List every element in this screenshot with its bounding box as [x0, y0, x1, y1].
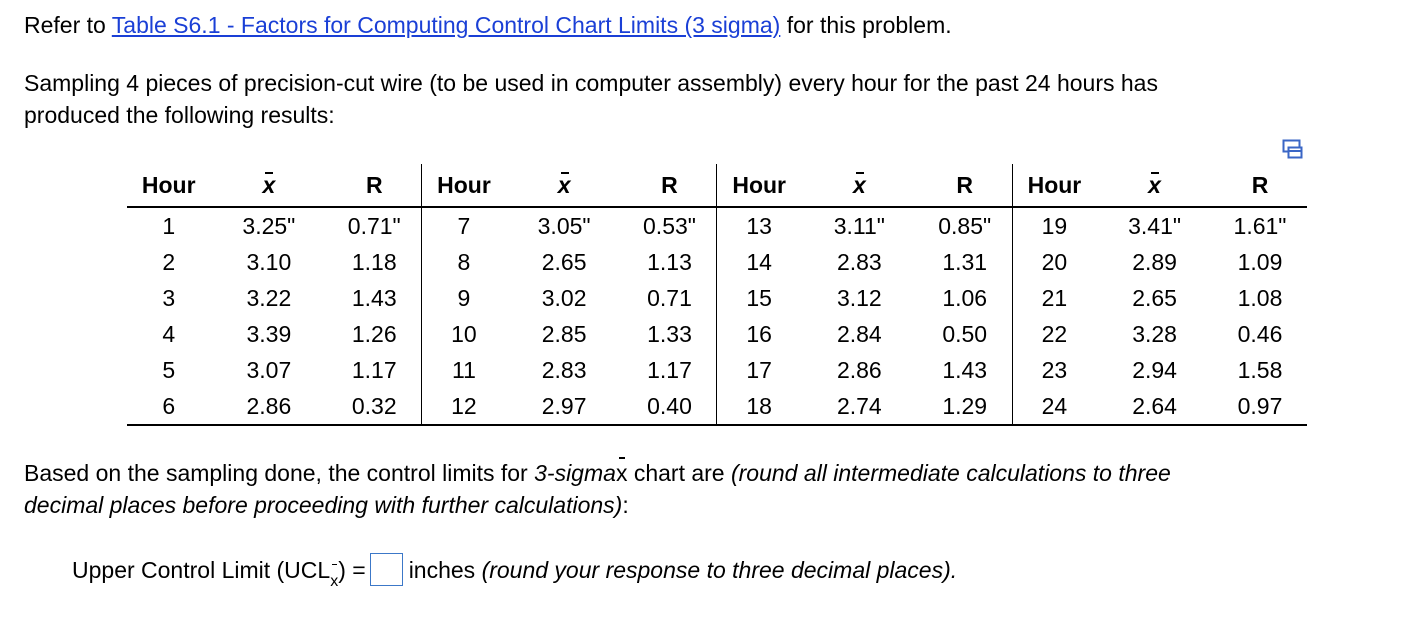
table-row	[127, 207, 1307, 244]
question-sigma: 3-sigma	[534, 460, 616, 486]
hour-cell: 8	[457, 248, 471, 275]
xbar-cell: 2.85	[541, 320, 587, 347]
hour-cell: 14	[746, 248, 772, 275]
xbar-cell: 2.97	[506, 388, 623, 425]
hour-cell: 5	[162, 356, 176, 383]
hour-cell: 16	[746, 320, 772, 347]
table-s61-link[interactable]: Table S6.1 - Factors for Computing Control Chart Limits (3 sigma)	[111, 12, 781, 38]
range-cell: 1.29	[918, 388, 1012, 425]
range-cell: 1.08	[1237, 284, 1283, 311]
hour-cell: 2	[162, 248, 176, 275]
problem-line-2: produced the following results:	[24, 102, 335, 128]
xbar-cell: 3.02	[541, 284, 587, 311]
xbar-cell: 2.65	[1132, 284, 1177, 311]
xbar-cell: 2.83	[836, 248, 882, 275]
problem-line-1: Sampling 4 pieces of precision-cut wire (to be used in computer assembly) every hour for the past 24 hours has	[24, 70, 1158, 96]
range-cell: 1.13	[623, 244, 717, 280]
copy-table-icon[interactable]	[1282, 139, 1304, 159]
header-r: R	[623, 164, 717, 207]
range-cell: 0.53"	[623, 207, 717, 244]
hour-cell: 7	[457, 212, 471, 239]
hour-cell: 19	[1041, 212, 1068, 239]
range-cell: 1.43	[918, 352, 1012, 388]
ucl-row	[72, 553, 957, 591]
range-cell: 0.71"	[327, 207, 421, 244]
xbar-cell: 2.86	[836, 356, 882, 383]
intro-suffix: for this problem.	[780, 12, 952, 38]
xbar-cell: 2.94	[1132, 356, 1177, 383]
header-r: R	[918, 164, 1012, 207]
header-xbar: x	[506, 164, 623, 207]
xbar-cell: 3.07	[246, 356, 292, 383]
range-cell: 0.32	[327, 388, 421, 425]
xbar-cell: 2.84	[836, 320, 882, 347]
xbar-cell: 3.39	[246, 320, 292, 347]
hour-cell: 21	[1041, 284, 1068, 311]
table-header-row	[127, 164, 1307, 207]
hour-cell: 3	[162, 284, 176, 311]
header-xbar: x	[210, 164, 327, 207]
data-table	[127, 164, 1307, 426]
header-hour: Hour	[1012, 164, 1096, 207]
range-cell: 1.61"	[1233, 212, 1287, 239]
range-cell: 1.17	[623, 352, 717, 388]
hour-cell: 15	[746, 284, 772, 311]
xbar-cell: 3.41"	[1128, 212, 1182, 239]
header-r: R	[327, 164, 421, 207]
ucl-subscript: x	[330, 573, 338, 590]
hour-cell: 18	[717, 388, 801, 425]
xbar-cell: 2.65	[541, 248, 587, 275]
range-cell: 0.40	[623, 388, 717, 425]
range-cell: 0.71	[623, 280, 717, 316]
hour-cell: 13	[746, 212, 772, 239]
table-row	[127, 280, 1307, 316]
table-row	[127, 244, 1307, 280]
header-hour: Hour	[422, 164, 506, 207]
header-xbar: x	[801, 164, 918, 207]
range-cell: 1.26	[327, 316, 421, 352]
header-r: R	[1213, 164, 1307, 207]
ucl-unit: inches	[408, 557, 482, 583]
range-cell: 1.06	[918, 280, 1012, 316]
question-text: Based on the sampling done, the control limits for	[24, 460, 535, 486]
range-cell: 1.58	[1237, 356, 1283, 383]
hour-cell: 10	[451, 320, 477, 347]
hour-cell: 24	[1012, 388, 1096, 425]
hour-cell: 20	[1041, 248, 1068, 275]
hour-cell: 17	[746, 356, 772, 383]
range-cell: 1.09	[1237, 248, 1283, 275]
question-line-2	[24, 489, 629, 521]
hour-cell: 23	[1041, 356, 1068, 383]
range-cell: 0.97	[1213, 388, 1307, 425]
question-xbar: x	[616, 457, 628, 489]
xbar-cell: 3.28	[1132, 320, 1177, 347]
hour-cell: 1	[162, 212, 176, 239]
range-cell: 1.33	[623, 316, 717, 352]
xbar-cell: 2.83	[541, 356, 587, 383]
ucl-label-end: ) =	[338, 557, 366, 583]
table-row	[127, 388, 1307, 425]
header-xbar: x	[1096, 164, 1213, 207]
ucl-answer-input[interactable]	[370, 553, 403, 586]
table-row	[127, 352, 1307, 388]
hour-cell: 12	[422, 388, 506, 425]
hour-cell: 9	[457, 284, 471, 311]
question-rounding-note: (round all intermediate calculations to three	[730, 460, 1171, 486]
hour-cell: 4	[162, 320, 176, 347]
xbar-cell: 2.74	[801, 388, 918, 425]
xbar-cell: 2.86	[210, 388, 327, 425]
range-cell: 0.46	[1237, 320, 1283, 347]
hour-cell: 6	[127, 388, 210, 425]
range-cell: 0.85"	[918, 207, 1012, 244]
ucl-label: Upper Control Limit (UCL	[72, 557, 331, 583]
range-cell: 1.17	[327, 352, 421, 388]
range-cell: 1.31	[918, 244, 1012, 280]
hour-cell: 11	[452, 356, 476, 383]
range-cell: 1.43	[327, 280, 421, 316]
xbar-cell: 3.12	[836, 284, 882, 311]
question-rounding-note-cont: decimal places before proceeding with further calculations)	[24, 492, 623, 518]
xbar-cell: 3.22	[246, 284, 292, 311]
table-row	[127, 316, 1307, 352]
header-hour: Hour	[717, 164, 801, 207]
intro-line	[24, 9, 952, 41]
intro-prefix: Refer to	[24, 12, 112, 38]
ucl-rounding-note: (round your response to three decimal places).	[481, 557, 958, 583]
xbar-cell: 3.05"	[537, 212, 591, 239]
range-cell: 1.18	[327, 244, 421, 280]
range-cell: 0.50	[918, 316, 1012, 352]
xbar-cell: 2.64	[1096, 388, 1213, 425]
xbar-cell: 3.25"	[242, 212, 296, 239]
question-colon: :	[622, 492, 629, 518]
xbar-cell: 2.89	[1132, 248, 1177, 275]
question-line-1	[24, 457, 1171, 489]
header-hour: Hour	[127, 164, 210, 207]
xbar-cell: 3.11"	[833, 212, 885, 239]
hour-cell: 22	[1041, 320, 1068, 347]
xbar-cell: 3.10	[246, 248, 292, 275]
question-text: chart are	[627, 460, 731, 486]
